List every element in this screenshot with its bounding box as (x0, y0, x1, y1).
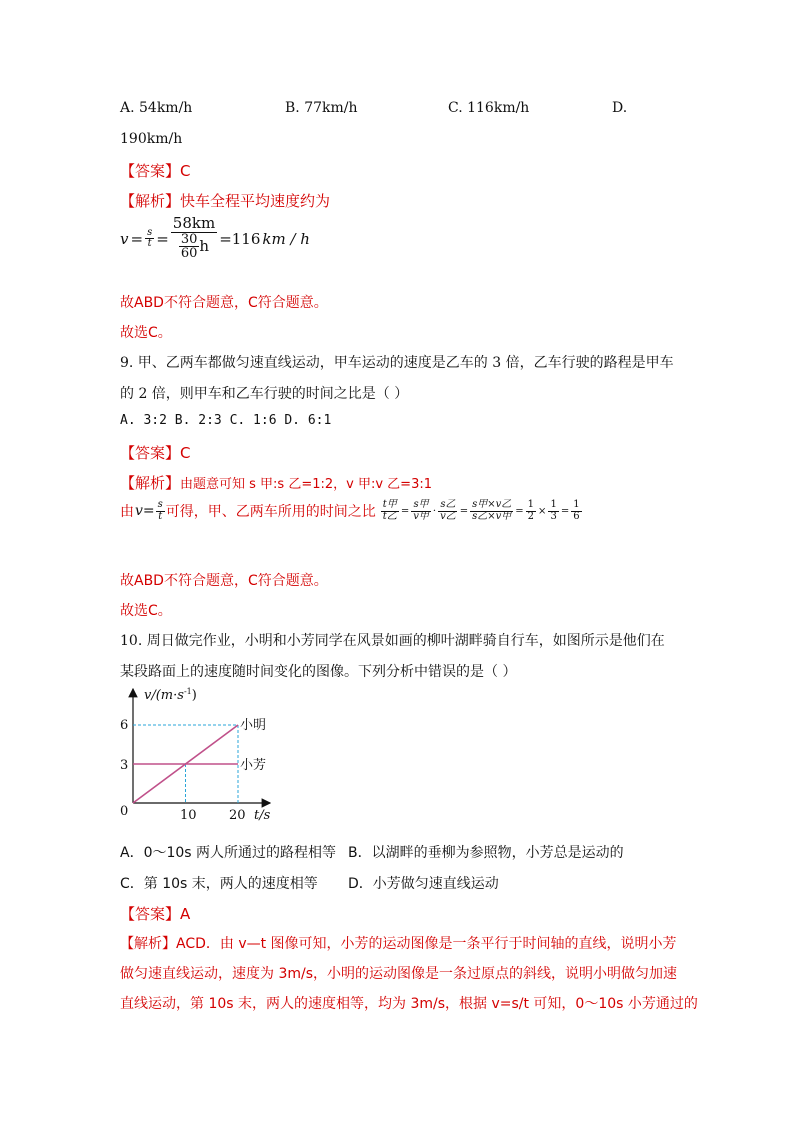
ratio-prod-num: s甲×v乙 (472, 499, 512, 510)
formula-s-over-t (156, 500, 165, 522)
q8-choose: 故选C。 (120, 325, 172, 341)
ratio-result (571, 500, 581, 522)
q9-answer (120, 442, 191, 463)
q8-conclusion: 故ABD不符合题意，C符合题意。 (120, 295, 328, 311)
q8-option-d-value: 190km/h (120, 131, 183, 147)
half-num: 1 (527, 499, 535, 510)
ratio-third (548, 500, 558, 522)
analysis-tag: 【解析】 (120, 192, 181, 210)
q10-option-a: A．0～10s 两人所通过的路程相等 (120, 845, 337, 861)
formula-t: t (158, 510, 163, 522)
q10-analysis-line1 (120, 933, 677, 953)
answer-tag: 【答案】 (120, 905, 181, 923)
q10-stem-line1: 10. 周日做完作业，小明和小芳同学在风景如画的柳叶湖畔骑自行车，如图所示是他们在 (120, 633, 665, 649)
y-tick-6: 6 (120, 718, 129, 733)
formula-v: v (135, 503, 143, 519)
x-axis-label: t/s (254, 808, 271, 823)
formula-mid: 可得，甲、乙两车所用的时间之比 (165, 504, 376, 520)
formula-s: s (147, 226, 153, 238)
ratio-eq: = (560, 505, 570, 517)
formula-inner-den: 60 (180, 246, 198, 262)
formula-eq: = (142, 503, 155, 519)
analysis-tag: 【解析】 (120, 474, 181, 492)
q9-formula-line (120, 500, 582, 522)
q10-option-d: D．小芳做匀速直线运动 (348, 876, 499, 892)
formula-eq: = (130, 229, 144, 248)
ratio-v-yi: v乙 (440, 510, 456, 522)
q10-analysis-line2: 做匀速直线运动，速度为 3m/s，小明的运动图像是一条过原点的斜线，说明小明做匀加速 (120, 966, 678, 982)
q8-answer (120, 160, 191, 181)
answer-value: C (180, 162, 191, 180)
formula-prefix: 由 (120, 504, 134, 520)
formula-main-fraction (171, 216, 217, 261)
third-den: 3 (550, 510, 557, 522)
analysis-text: 快车全程平均速度约为 (180, 192, 331, 210)
formula-numerator: 58km (172, 214, 216, 232)
half-den: 2 (527, 510, 535, 522)
ratio-s-over-v-jia (411, 500, 431, 522)
q10-answer (120, 903, 190, 924)
q9-conclusion: 故ABD不符合题意，C符合题意。 (120, 573, 328, 589)
result-num: 1 (573, 499, 580, 510)
ratio-times: × (538, 505, 547, 517)
answer-value: C (180, 444, 191, 462)
ratio-eq: = (400, 505, 410, 517)
ratio-dot: · (432, 505, 437, 517)
q10-analysis-line3: 直线运动，第 10s 末，两人的速度相等，均为 3m/s，根据 v=s/t 可知，0～10s 小芳通过的 (120, 996, 698, 1012)
formula-s: s (157, 499, 163, 510)
y-axis-label-sup: -1 (183, 687, 192, 696)
q8-option-c: C. 116km/h (448, 100, 530, 116)
answer-tag: 【答案】 (120, 444, 181, 462)
ratio-v-jia: v甲 (413, 510, 429, 522)
q9-options: A. 3:2 B. 2:3 C. 1:6 D. 6:1 (120, 413, 332, 428)
q9-stem-line1: 9. 甲、乙两车都做匀速直线运动，甲车运动的速度是乙车的 3 倍，乙车行驶的路程是甲车 (120, 355, 674, 371)
ratio-eq: = (459, 505, 469, 517)
y-axis-label-main: v/(m·s (144, 688, 184, 703)
ratio-product (470, 500, 513, 522)
q9-stem-line2: 的 2 倍，则甲车和乙车行驶的时间之比是（ ） (120, 386, 409, 402)
formula-t: t (147, 238, 152, 250)
formula-s-over-t (145, 228, 154, 250)
series-label-xiaofang: 小芳 (240, 758, 267, 773)
q8-option-a: A. 54km/h (120, 100, 193, 116)
ratio-t (381, 500, 399, 522)
x-tick-10: 10 (180, 808, 197, 823)
y-tick-3: 3 (120, 758, 129, 773)
result-den: 6 (573, 510, 580, 522)
series-label-xiaoming: 小明 (240, 718, 267, 733)
origin-label: 0 (120, 804, 129, 819)
ratio-s-yi: s乙 (440, 499, 456, 510)
answer-value: A (180, 905, 191, 923)
q10-stem-line2: 某段路面上的速度随时间变化的图像。下列分析中错误的是（ ） (120, 664, 517, 680)
q10-option-c: C．第 10s 末，两人的速度相等 (120, 876, 318, 892)
analysis-tag: 【解析】 (120, 936, 176, 952)
q9-ratio-formula (381, 500, 582, 522)
analysis-text: 由题意可知 s 甲:s 乙=1:2，v 甲:v 乙=3:1 (180, 477, 432, 492)
ratio-prod-den: s乙×v甲 (472, 510, 512, 522)
ratio-t-yi: t乙 (382, 510, 397, 522)
formula-inner-num: 30 (180, 231, 198, 247)
formula-result: =116 (219, 229, 261, 248)
ratio-half (526, 500, 536, 522)
answer-tag: 【答案】 (120, 162, 181, 180)
formula-unit: km / h (262, 229, 310, 248)
q8-analysis (120, 190, 330, 211)
analysis-text: ACD．由 v—t 图像可知，小芳的运动图像是一条平行于时间轴的直线，说明小芳 (176, 936, 677, 952)
formula-inner-fraction (179, 233, 200, 261)
velocity-time-graph (110, 685, 290, 825)
ratio-eq: = (515, 505, 524, 517)
y-axis-label-end: ) (191, 688, 197, 703)
formula-denominator (177, 233, 211, 261)
q8-formula (120, 216, 310, 261)
q8-option-b: B. 77km/h (285, 100, 358, 116)
q8-option-d: D. (612, 100, 628, 116)
formula-v: v (120, 229, 129, 248)
q10-option-b: B．以湖畔的垂柳为参照物，小芳总是运动的 (348, 845, 624, 861)
ratio-t-jia: t甲 (382, 499, 397, 510)
y-axis-label (144, 687, 197, 703)
ratio-s-over-v-yi (438, 500, 458, 522)
formula-den-unit: h (199, 237, 210, 256)
q9-choose: 故选C。 (120, 603, 172, 619)
ratio-s-jia: s甲 (413, 499, 429, 510)
formula-eq: = (156, 229, 169, 248)
x-tick-20: 20 (229, 808, 246, 823)
q9-analysis (120, 472, 432, 493)
third-num: 1 (550, 499, 557, 510)
